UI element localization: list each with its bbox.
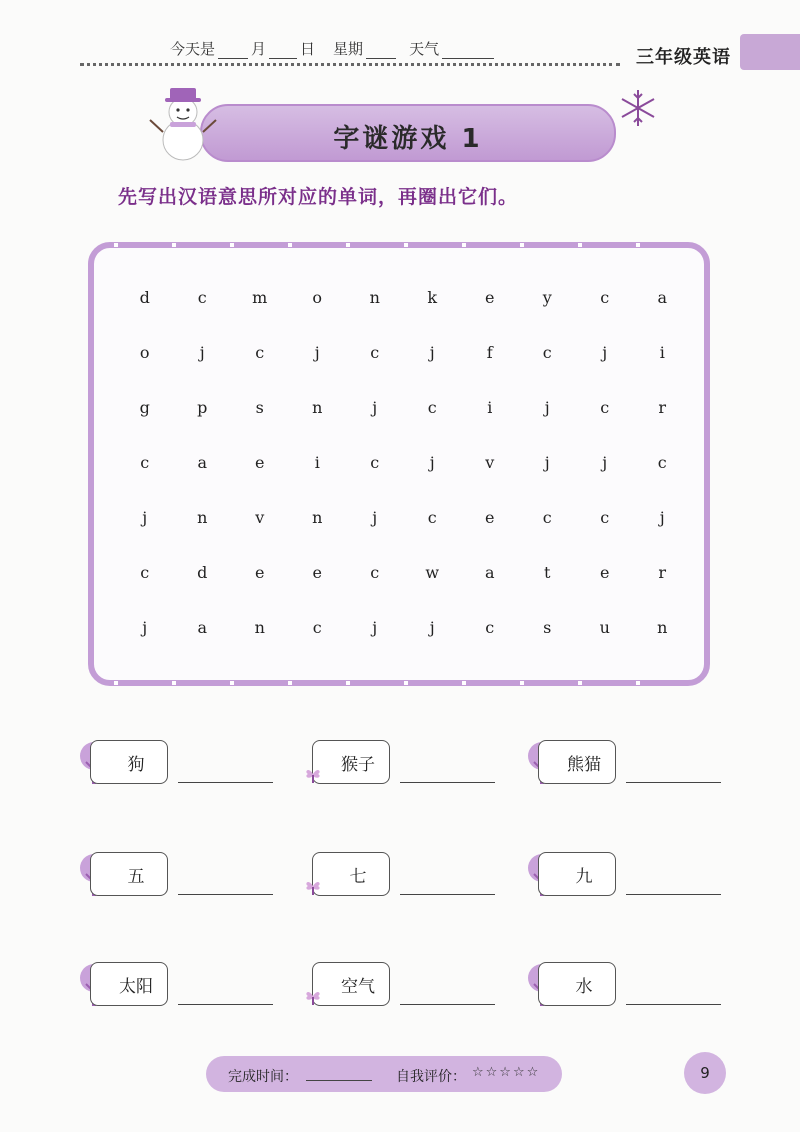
- grid-letter[interactable]: e: [600, 563, 610, 582]
- grid-letter[interactable]: d: [139, 288, 150, 307]
- grid-letter[interactable]: t: [544, 563, 551, 582]
- grid-letter[interactable]: c: [370, 453, 380, 472]
- word-search-grid: [116, 288, 691, 673]
- grid-letter[interactable]: i: [314, 453, 320, 472]
- word-item-2: [300, 740, 500, 796]
- word-item-8: [300, 962, 500, 1018]
- grid-letter[interactable]: e: [255, 563, 265, 582]
- grid-letter[interactable]: n: [312, 398, 323, 417]
- grid-letter[interactable]: g: [139, 398, 150, 417]
- word-item-1: [78, 740, 278, 796]
- grid-letter[interactable]: a: [197, 618, 208, 637]
- grid-letter[interactable]: c: [600, 508, 610, 527]
- grid-letter[interactable]: e: [255, 453, 265, 472]
- word-label: 五: [127, 866, 145, 887]
- word-label: 猴子: [341, 754, 375, 775]
- frame-dash-bottom: [114, 681, 684, 685]
- weather-label: 天气: [409, 40, 440, 58]
- answer-line[interactable]: [400, 894, 495, 895]
- grid-letter[interactable]: v: [485, 453, 495, 472]
- grid-letter[interactable]: e: [312, 563, 322, 582]
- weather-blank[interactable]: [442, 44, 494, 59]
- day-blank[interactable]: [269, 44, 297, 59]
- word-label: 熊猫: [567, 754, 601, 775]
- grid-letter[interactable]: m: [252, 288, 268, 307]
- month-label: 月: [251, 40, 267, 58]
- snowflake-icon: [618, 88, 658, 128]
- month-blank[interactable]: [218, 44, 248, 59]
- rating-stars[interactable]: ☆☆☆☆☆: [472, 1065, 541, 1080]
- grid-letter[interactable]: u: [599, 618, 610, 637]
- grid-letter[interactable]: f: [486, 343, 493, 362]
- grid-letter[interactable]: j: [372, 508, 378, 527]
- word-label: 空气: [341, 976, 375, 997]
- answer-line[interactable]: [400, 1004, 495, 1005]
- grid-letter[interactable]: c: [542, 508, 552, 527]
- answer-line[interactable]: [178, 782, 273, 783]
- grid-letter[interactable]: j: [142, 508, 148, 527]
- day-label: 日: [300, 40, 316, 58]
- grid-letter[interactable]: j: [372, 618, 378, 637]
- word-item-7: [78, 962, 278, 1018]
- grid-letter[interactable]: d: [197, 563, 208, 582]
- grid-letter[interactable]: n: [197, 508, 208, 527]
- grid-letter[interactable]: j: [544, 453, 550, 472]
- today-label: 今天是: [170, 40, 216, 58]
- grid-letter[interactable]: n: [254, 618, 265, 637]
- word-label: 狗: [127, 754, 145, 775]
- word-item-3: [526, 740, 726, 796]
- word-label-box: [538, 852, 616, 896]
- page-number: [684, 1052, 726, 1094]
- done-time-blank[interactable]: [306, 1080, 372, 1081]
- frame-dash-top: [114, 243, 684, 247]
- grid-letter[interactable]: j: [659, 508, 665, 527]
- grid-letter[interactable]: p: [197, 398, 208, 417]
- grid-letter[interactable]: c: [140, 453, 150, 472]
- grid-letter[interactable]: j: [429, 618, 435, 637]
- done-time-label: 完成时间：: [228, 1069, 298, 1085]
- week-label: 星期: [333, 40, 364, 58]
- answer-line[interactable]: [626, 1004, 721, 1005]
- grid-letter[interactable]: c: [427, 508, 437, 527]
- grid-letter[interactable]: i: [659, 343, 665, 362]
- footer-bar: [206, 1056, 562, 1092]
- header-dotted-divider: [80, 63, 620, 66]
- grade-tab-band: [740, 34, 800, 70]
- grid-letter[interactable]: y: [542, 288, 552, 307]
- word-label-box: [90, 852, 168, 896]
- answer-line[interactable]: [178, 894, 273, 895]
- snowman-icon: [148, 82, 218, 162]
- grid-letter[interactable]: a: [197, 453, 208, 472]
- word-label: 太阳: [119, 976, 153, 997]
- answer-line[interactable]: [400, 782, 495, 783]
- word-label-box: [90, 962, 168, 1006]
- grid-letter[interactable]: r: [658, 398, 667, 417]
- page-title: 字谜游戏 1: [333, 124, 483, 154]
- grid-letter[interactable]: j: [314, 343, 320, 362]
- word-item-5: [300, 852, 500, 908]
- grid-letter[interactable]: c: [255, 343, 265, 362]
- flower-icon: [302, 762, 324, 784]
- grid-letter[interactable]: c: [312, 618, 322, 637]
- grid-letter[interactable]: c: [542, 343, 552, 362]
- grid-letter[interactable]: c: [485, 618, 495, 637]
- grid-letter[interactable]: n: [369, 288, 380, 307]
- week-blank[interactable]: [366, 44, 396, 59]
- grid-letter[interactable]: j: [429, 343, 435, 362]
- grid-letter[interactable]: w: [425, 563, 440, 582]
- grid-letter[interactable]: r: [658, 563, 667, 582]
- word-label: 水: [575, 976, 593, 997]
- grid-letter[interactable]: j: [602, 453, 608, 472]
- self-eval-label: 自我评价：: [396, 1069, 466, 1085]
- word-item-6: [526, 852, 726, 908]
- grade-tab: [628, 34, 800, 70]
- grid-letter[interactable]: j: [544, 398, 550, 417]
- grid-letter[interactable]: c: [140, 563, 150, 582]
- grid-letter[interactable]: c: [197, 288, 207, 307]
- grid-letter[interactable]: n: [312, 508, 323, 527]
- flower-icon: [302, 984, 324, 1006]
- grid-letter[interactable]: j: [142, 618, 148, 637]
- grid-letter[interactable]: s: [255, 398, 264, 417]
- date-weather-line: [170, 38, 497, 59]
- answer-line[interactable]: [178, 1004, 273, 1005]
- grade-label: 三年级英语: [636, 47, 731, 68]
- grid-letter[interactable]: o: [139, 343, 150, 362]
- page-number-text: 9: [700, 1064, 710, 1082]
- grid-letter[interactable]: j: [429, 453, 435, 472]
- word-label-box: [538, 962, 616, 1006]
- grid-letter[interactable]: a: [484, 563, 495, 582]
- grid-letter[interactable]: k: [427, 288, 438, 307]
- title-banner: [200, 104, 616, 162]
- word-item-9: [526, 962, 726, 1018]
- answer-line[interactable]: [626, 894, 721, 895]
- grid-letter[interactable]: j: [199, 343, 205, 362]
- grid-letter[interactable]: c: [427, 398, 437, 417]
- answer-line[interactable]: [626, 782, 721, 783]
- word-item-4: [78, 852, 278, 908]
- grid-letter[interactable]: v: [255, 508, 265, 527]
- grid-letter[interactable]: j: [602, 343, 608, 362]
- grid-letter[interactable]: o: [312, 288, 323, 307]
- word-label: 九: [575, 866, 593, 887]
- grid-letter[interactable]: c: [370, 563, 380, 582]
- flower-icon: [302, 874, 324, 896]
- grid-letter[interactable]: s: [543, 618, 552, 637]
- grid-letter[interactable]: e: [485, 508, 495, 527]
- grid-letter[interactable]: j: [372, 398, 378, 417]
- word-label-box: [90, 740, 168, 784]
- instruction-text: 先写出汉语意思所对应的单词，再圈出它们。: [118, 186, 519, 208]
- grid-letter[interactable]: c: [600, 288, 610, 307]
- grid-letter[interactable]: e: [485, 288, 495, 307]
- grid-letter[interactable]: c: [370, 343, 380, 362]
- grid-letter[interactable]: c: [600, 398, 610, 417]
- grid-letter[interactable]: c: [657, 453, 667, 472]
- word-label-box: [538, 740, 616, 784]
- grid-letter[interactable]: a: [657, 288, 668, 307]
- grid-letter[interactable]: i: [487, 398, 493, 417]
- word-label: 七: [349, 866, 367, 887]
- grid-letter[interactable]: n: [657, 618, 668, 637]
